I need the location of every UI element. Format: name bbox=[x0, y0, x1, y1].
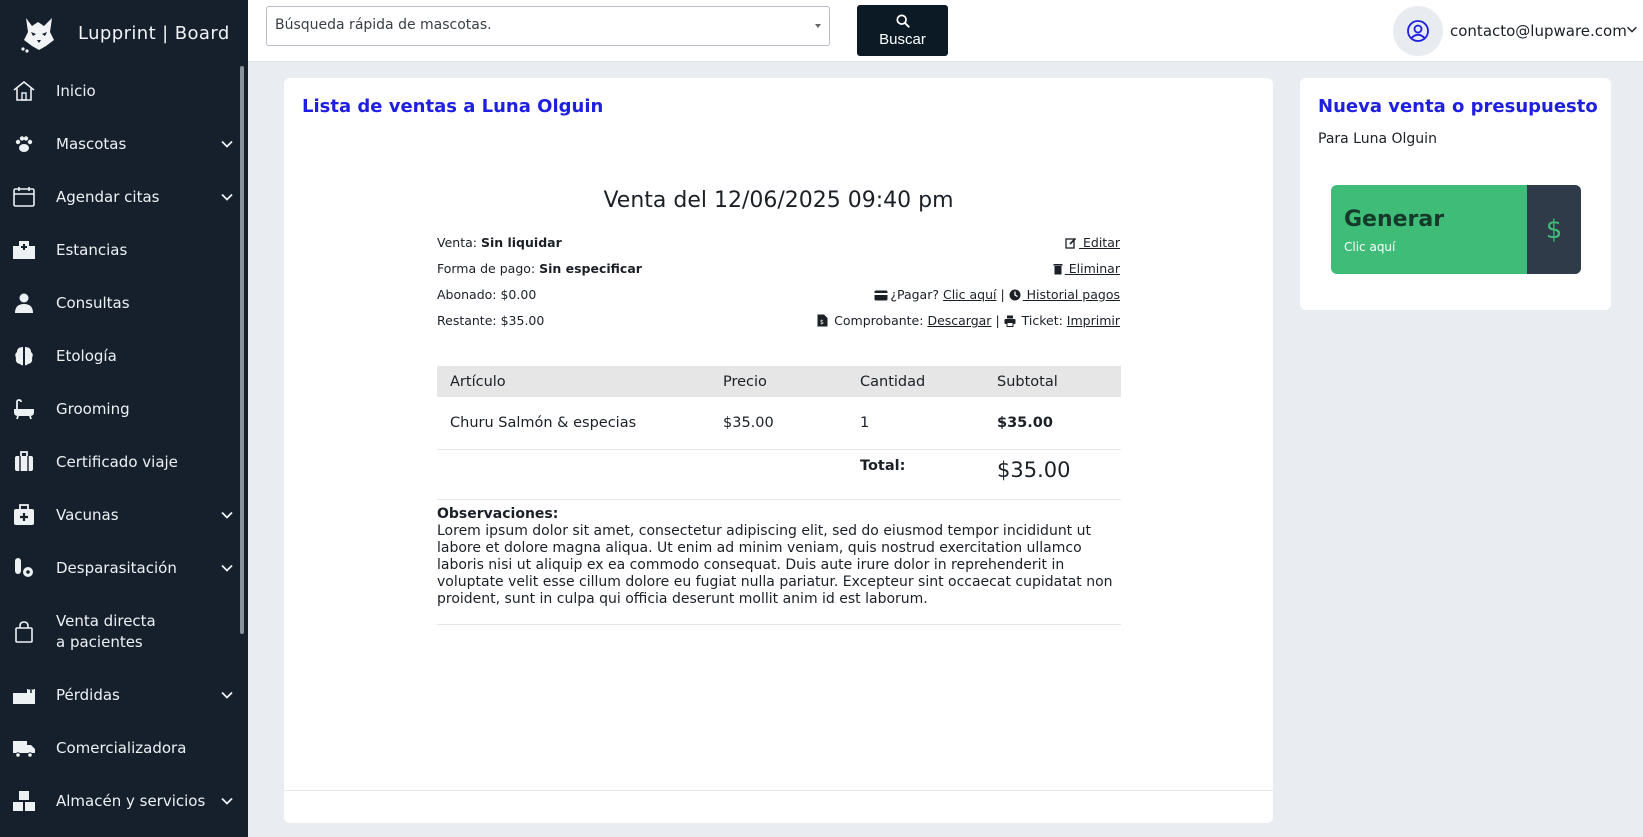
user-email[interactable]: contacto@lupware.com bbox=[1450, 22, 1627, 40]
pay-prompt: ¿Pagar? bbox=[890, 287, 943, 302]
sidebar-item-pérdidas[interactable] bbox=[0, 673, 240, 717]
home-icon bbox=[12, 79, 36, 103]
doctor-icon bbox=[12, 291, 36, 315]
sidebar-item-label: Mascotas bbox=[56, 134, 127, 153]
separator: | bbox=[1000, 287, 1005, 302]
medkit-icon bbox=[12, 503, 36, 527]
file-invoice-icon bbox=[817, 314, 828, 327]
receipt-label: Comprobante: bbox=[834, 313, 928, 328]
sale-status bbox=[437, 236, 642, 262]
sidebar-item-label: Desparasitación bbox=[56, 558, 177, 577]
generate-sublabel: Clic aquí bbox=[1344, 240, 1396, 254]
new-sale-card bbox=[1300, 78, 1611, 310]
brand-name: Lupprint | Board bbox=[78, 22, 230, 44]
sidebar-item-label: Certificado viaje bbox=[56, 452, 178, 471]
new-sale-title: Nueva venta o presupuesto bbox=[1318, 96, 1598, 117]
brand[interactable] bbox=[0, 0, 248, 66]
sidebar-item-inicio[interactable] bbox=[0, 69, 240, 113]
sidebar-item-label: Venta directa a pacientes bbox=[56, 612, 156, 651]
sidebar-scrollbar[interactable] bbox=[240, 66, 244, 634]
shopping-bag-icon bbox=[12, 620, 36, 644]
svg-text:$: $ bbox=[820, 319, 824, 326]
column-header-cantidad: Cantidad bbox=[847, 366, 984, 397]
trash-icon bbox=[1053, 263, 1063, 275]
sidebar-item-grooming[interactable] bbox=[0, 387, 240, 431]
page-title: Lista de ventas a Luna Olguin bbox=[302, 96, 604, 117]
avatar[interactable] bbox=[1393, 6, 1443, 56]
sale-title: Venta del 12/06/2025 09:40 pm bbox=[603, 188, 954, 213]
item-name: Churu Salmón & especias bbox=[437, 397, 710, 449]
search-button-label: Buscar bbox=[879, 30, 926, 48]
hospital-icon bbox=[12, 238, 36, 262]
chevron-down-icon[interactable] bbox=[219, 793, 235, 809]
sidebar-item-label: Comercializadora bbox=[56, 738, 187, 757]
sidebar-item-estancias[interactable] bbox=[0, 228, 240, 272]
sales-list-card bbox=[284, 78, 1273, 823]
new-sale-subtitle: Para Luna Olguin bbox=[1318, 131, 1437, 147]
sidebar-item-etología[interactable] bbox=[0, 334, 240, 378]
search-placeholder: Búsqueda rápida de mascotas. bbox=[275, 17, 492, 33]
sidebar-item-label: Etología bbox=[56, 346, 117, 365]
item-quantity: 1 bbox=[847, 397, 984, 449]
generate-button[interactable] bbox=[1331, 185, 1581, 274]
sidebar-item-label: Pérdidas bbox=[56, 685, 120, 704]
sidebar-item-comercializadora[interactable] bbox=[0, 726, 240, 770]
dropdown-caret-icon bbox=[815, 24, 821, 28]
search-input[interactable] bbox=[266, 6, 830, 46]
sidebar-item-venta-directa[interactable] bbox=[0, 610, 240, 654]
chevron-down-icon[interactable] bbox=[219, 136, 235, 152]
sidebar-item-label: Grooming bbox=[56, 399, 130, 418]
payment-method-value: Sin especificar bbox=[539, 261, 642, 276]
observations-text: Lorem ipsum dolor sit amet, consectetur adipiscing elit, sed do eiusmod tempor incididunt ut labore et dolore magna aliqua. Ut enim ad minim veniam, quis nostrud exercitation ullamco laboris nisi ut aliquip ex ea commodo consequat. Duis aute irure dolor in reprehenderit in voluptate velit esse cillum dolore eu fugiat nulla pariatur. Excepteur sint occaecat cupidatat non proident, sunt in culpa qui officia deserunt mollit anim id est laborum. bbox=[437, 523, 1113, 607]
separator: | bbox=[995, 313, 1000, 328]
total-label: Total: bbox=[847, 449, 984, 499]
column-header-articulo: Artículo bbox=[437, 366, 710, 397]
payment-method bbox=[437, 262, 642, 288]
ticket-label: Ticket: bbox=[1021, 313, 1067, 328]
card-footer-divider bbox=[284, 790, 1273, 791]
brain-icon bbox=[12, 344, 36, 368]
edit-link-label: Editar bbox=[1079, 235, 1120, 250]
sidebar-item-almacén-y-servicios[interactable] bbox=[0, 779, 240, 823]
user-circle-icon bbox=[1406, 19, 1430, 43]
sidebar-item-agendar-citas[interactable] bbox=[0, 175, 240, 219]
sidebar-item-label: Estancias bbox=[56, 240, 128, 259]
total-row bbox=[437, 449, 1121, 499]
observations bbox=[437, 506, 1121, 625]
observations-label: Observaciones: bbox=[437, 506, 559, 522]
item-subtotal: $35.00 bbox=[984, 397, 1121, 449]
table-header-row bbox=[437, 366, 1121, 397]
sidebar-item-label: Consultas bbox=[56, 293, 130, 312]
chevron-down-icon[interactable] bbox=[219, 189, 235, 205]
topbar bbox=[248, 0, 1643, 62]
delete-link-label: Eliminar bbox=[1064, 261, 1120, 276]
chevron-down-icon[interactable] bbox=[219, 687, 235, 703]
payment-history-link[interactable] bbox=[1009, 287, 1120, 302]
search-button[interactable] bbox=[857, 5, 948, 56]
edit-link[interactable] bbox=[1065, 235, 1120, 250]
chevron-down-icon[interactable] bbox=[219, 560, 235, 576]
pills-gear-icon bbox=[12, 556, 36, 580]
printer-icon bbox=[1004, 315, 1016, 327]
calendar-icon bbox=[12, 185, 36, 209]
empty-cell bbox=[710, 449, 847, 499]
total-amount: $35.00 bbox=[984, 449, 1121, 499]
payment-history-label: Historial pagos bbox=[1022, 287, 1120, 302]
empty-cell bbox=[437, 449, 710, 499]
payment-method-label: Forma de pago: bbox=[437, 261, 540, 276]
clock-icon bbox=[1009, 289, 1021, 301]
generate-label: Generar bbox=[1344, 207, 1445, 232]
box-arrow-icon bbox=[12, 683, 36, 707]
truck-icon bbox=[12, 736, 36, 760]
chevron-down-icon[interactable] bbox=[1625, 22, 1639, 36]
sale-status-label: Venta: bbox=[437, 235, 481, 250]
bath-icon bbox=[12, 397, 36, 421]
sale-items-table bbox=[437, 366, 1121, 500]
sidebar-item-vacunas[interactable] bbox=[0, 493, 240, 537]
amount-paid: Abonado: $0.00 bbox=[437, 287, 537, 302]
delete-link[interactable] bbox=[1053, 261, 1120, 276]
sidebar-item-mascotas[interactable] bbox=[0, 122, 240, 166]
dollar-icon: $ bbox=[1527, 185, 1581, 274]
column-header-precio: Precio bbox=[710, 366, 847, 397]
wolf-logo-icon bbox=[18, 12, 60, 54]
item-price: $35.00 bbox=[710, 397, 847, 449]
sidebar-item-label: Almacén y servicios bbox=[56, 791, 206, 810]
sidebar-item-desparasitación[interactable] bbox=[0, 546, 240, 590]
sidebar bbox=[0, 0, 248, 837]
sidebar-item-consultas[interactable] bbox=[0, 281, 240, 325]
download-receipt-link[interactable]: Descargar bbox=[927, 313, 992, 328]
boxes-icon bbox=[12, 789, 36, 813]
sidebar-item-label: Vacunas bbox=[56, 505, 119, 524]
print-ticket-link[interactable]: Imprimir bbox=[1066, 313, 1120, 328]
search-icon bbox=[896, 14, 910, 28]
sale-status-value: Sin liquidar bbox=[480, 235, 562, 250]
sidebar-item-label: Inicio bbox=[56, 81, 96, 100]
sale-info bbox=[437, 236, 642, 340]
credit-card-icon bbox=[874, 290, 888, 301]
sale-actions bbox=[817, 236, 1120, 340]
sidebar-item-certificado-viaje[interactable] bbox=[0, 440, 240, 484]
edit-icon bbox=[1065, 237, 1077, 249]
chevron-down-icon[interactable] bbox=[219, 507, 235, 523]
pay-link[interactable]: Clic aquí bbox=[942, 287, 997, 302]
user-menu[interactable] bbox=[1393, 0, 1643, 62]
table-row bbox=[437, 397, 1121, 449]
sidebar-item-label: Agendar citas bbox=[56, 187, 160, 206]
amount-remaining: Restante: $35.00 bbox=[437, 313, 545, 328]
suitcase-icon bbox=[12, 450, 36, 474]
paw-icon bbox=[12, 132, 36, 156]
column-header-subtotal: Subtotal bbox=[984, 366, 1121, 397]
